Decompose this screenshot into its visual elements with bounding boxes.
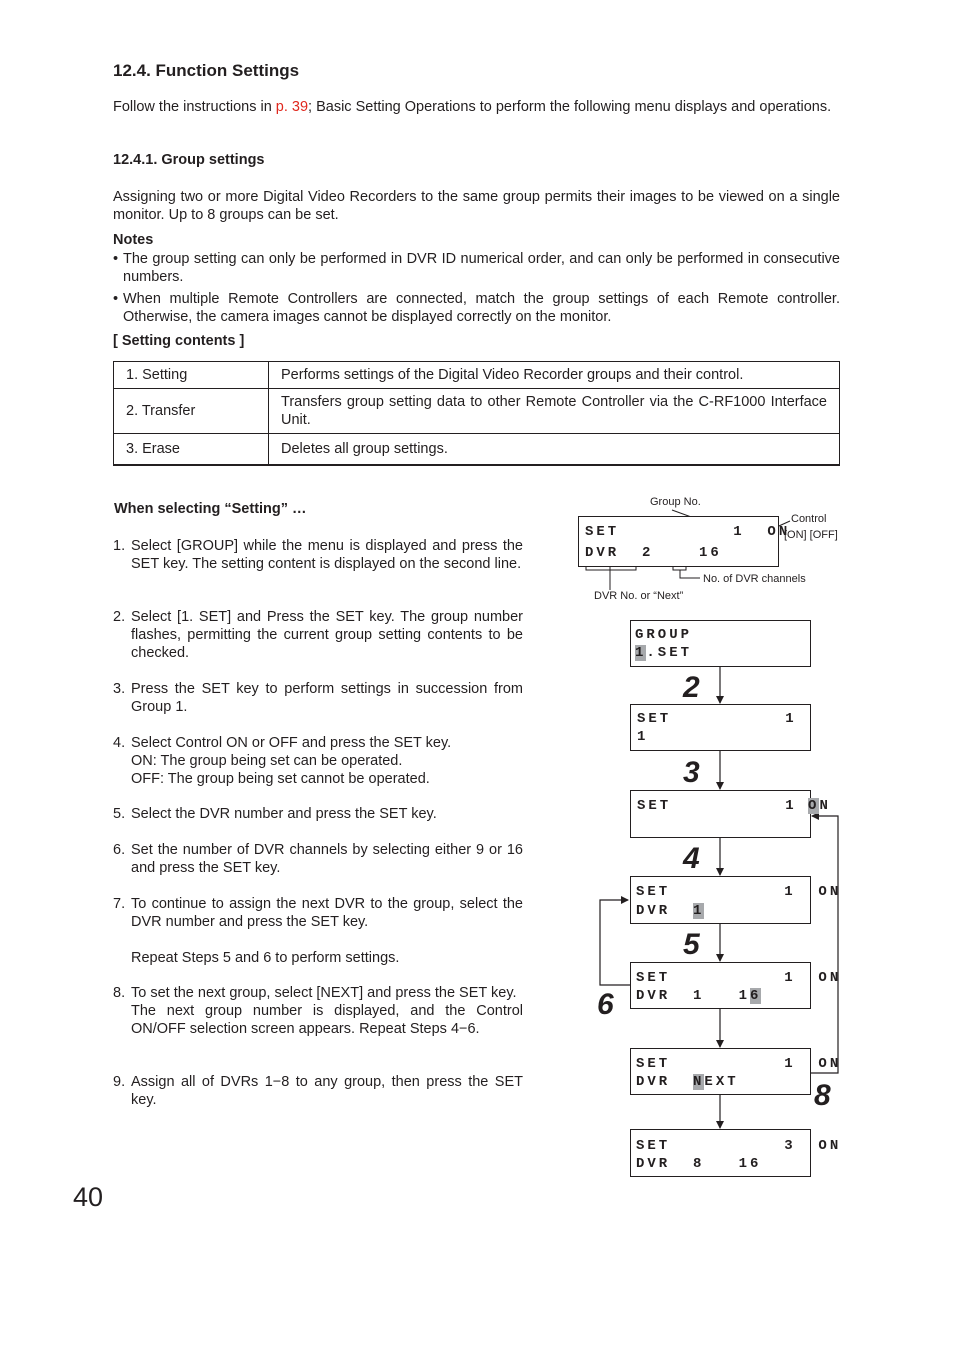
- step-number: 6.: [113, 842, 126, 858]
- cursor-highlight: 1: [693, 903, 705, 919]
- step-marker-2: 2: [683, 671, 700, 704]
- loop-arrow-6: [600, 900, 630, 985]
- cursor-highlight: 1: [635, 645, 647, 661]
- control-label: Control: [791, 513, 827, 525]
- description-paragraph: Assigning two or more Digital Video Recorders to the same group permits their images to be viewed on a single monitor. Up to 8 groups can be set.: [113, 189, 840, 223]
- step-text: Set the number of DVR channels by selecting either 9 or 16 and press the SET key.: [131, 842, 523, 876]
- group-no-label: Group No.: [650, 496, 701, 508]
- lcd-line: [637, 798, 831, 814]
- step-extra: Repeat Steps 5 and 6 to perform settings.: [131, 950, 400, 966]
- note-text: When multiple Remote Controllers are connected, match the group settings of each Remote controller. Otherwise, the camera images cannot be displayed correctly on the monitor.: [123, 291, 840, 325]
- setting-desc: Transfers group setting data to other Remote Controller via the C-RF1000 Interface Unit.: [269, 389, 840, 434]
- lcd-screen-set: [630, 704, 811, 751]
- cursor-highlight: O: [808, 798, 820, 814]
- step-number: 1.: [113, 538, 126, 554]
- bullet: •: [113, 251, 119, 267]
- step-marker-6: 6: [597, 988, 614, 1021]
- lcd-screen-group: [630, 620, 811, 667]
- step-marker-8: 8: [814, 1079, 831, 1112]
- lcd-line: SET 1 ON: [636, 1056, 842, 1072]
- lcd-line: GROUP: [635, 627, 693, 643]
- lcd-text: .SET: [646, 645, 693, 661]
- loop-arrow-8: [810, 816, 838, 1073]
- step-text: Select Control ON or OFF and press the SET key.: [131, 735, 452, 751]
- lcd-line: DVR 2 16: [585, 545, 722, 561]
- step-text: Select the DVR number and press the SET key.: [131, 806, 437, 822]
- step-text: Assign all of DVRs 1−8 to any group, then press the SET key.: [131, 1074, 523, 1108]
- lcd-line: 1: [637, 729, 649, 745]
- lcd-screen-channels: [630, 962, 842, 1009]
- lcd-text: EXT: [704, 1074, 739, 1090]
- lcd-text: SET 1: [637, 798, 809, 814]
- lcd-screen-next: [630, 1048, 842, 1095]
- step-number: 3.: [113, 681, 126, 697]
- lcd-text: N: [819, 798, 831, 814]
- intro-text-after: ; Basic Setting Operations to perform the following menu displays and operations.: [308, 99, 832, 115]
- step-number: 7.: [113, 896, 126, 912]
- page-link[interactable]: p. 39: [275, 99, 309, 115]
- step-text: Select [GROUP] while the menu is displayed and press the SET key. The setting content is displayed on the second line.: [131, 538, 523, 572]
- bullet: •: [113, 291, 119, 307]
- lcd-line: SET 3 ON: [636, 1138, 842, 1154]
- dvr-no-label: DVR No. or “Next”: [594, 590, 684, 602]
- step-number: 5.: [113, 806, 126, 822]
- step-number: 9.: [113, 1074, 126, 1090]
- lcd-screen-dvr: [630, 876, 842, 924]
- step-number: 8.: [113, 985, 126, 1001]
- lcd-line: SET 1 ON: [636, 970, 842, 986]
- setting-desc: Performs settings of the Digital Video Recorder groups and their control.: [269, 362, 840, 389]
- legend-lcd: [578, 516, 791, 567]
- lcd-screen-final: [630, 1129, 842, 1177]
- lcd-line: [636, 903, 704, 919]
- lcd-line: SET 1 ON: [585, 524, 791, 540]
- control-values-label: [ON] [OFF]: [784, 529, 838, 541]
- step-text: Select [1. SET] and Press the SET key. The group number flashes, permitting the current group setting contents to be checked.: [131, 609, 523, 661]
- channels-callout: [680, 570, 700, 578]
- cursor-highlight: 6: [750, 988, 762, 1004]
- step-number: 2.: [113, 609, 126, 625]
- setting-name: 1. Setting: [114, 362, 269, 389]
- step-marker-4: 4: [683, 842, 700, 875]
- step-subtext: OFF: The group being set cannot be operated.: [131, 771, 430, 787]
- notes-heading: Notes: [113, 232, 154, 248]
- lcd-line: SET 1: [637, 711, 797, 727]
- subsection-title: 12.4.1. Group settings: [113, 152, 265, 168]
- section-title: 12.4. Function Settings: [113, 61, 300, 80]
- channels-label: No. of DVR channels: [703, 573, 806, 585]
- step-marker-5: 5: [683, 928, 700, 961]
- lcd-text: DVR 1 1: [636, 988, 751, 1004]
- intro-text-before: Follow the instructions in: [113, 99, 276, 115]
- step-text: To set the next group, select [NEXT] and press the SET key.: [131, 985, 517, 1001]
- lcd-text: DVR: [636, 1074, 694, 1090]
- page-number: 40: [73, 1182, 104, 1212]
- cursor-highlight: N: [693, 1074, 705, 1090]
- lcd-line: DVR 8 16: [636, 1156, 762, 1172]
- lcd-line: [636, 1074, 739, 1090]
- step-text: To continue to assign the next DVR to the group, select the DVR number and press the SET key.: [131, 896, 523, 930]
- setting-name: 3. Erase: [114, 434, 269, 465]
- lcd-screen-control: [630, 790, 831, 838]
- setting-desc: Deletes all group settings.: [269, 434, 840, 465]
- lcd-line: [635, 645, 692, 661]
- note-text: The group setting can only be performed in DVR ID numerical order, and can only be performed in consecutive numbers.: [123, 251, 840, 285]
- step-subtext: ON: The group being set can be operated.: [131, 753, 403, 769]
- setting-name: 2. Transfer: [114, 389, 269, 434]
- lcd-line: SET 1 ON: [636, 884, 842, 900]
- setting-contents-heading: [ Setting contents ]: [113, 333, 245, 349]
- step-number: 4.: [113, 735, 126, 751]
- step-extra: The next group number is displayed, and the Control ON/OFF selection screen appears. Repeat Steps 4−6.: [131, 1003, 523, 1037]
- lcd-text: DVR: [636, 903, 694, 919]
- lcd-line: [636, 988, 761, 1004]
- step-marker-3: 3: [683, 756, 700, 789]
- when-selecting-heading: When selecting “Setting” …: [114, 501, 307, 517]
- step-text: Press the SET key to perform settings in succession from Group 1.: [131, 681, 523, 715]
